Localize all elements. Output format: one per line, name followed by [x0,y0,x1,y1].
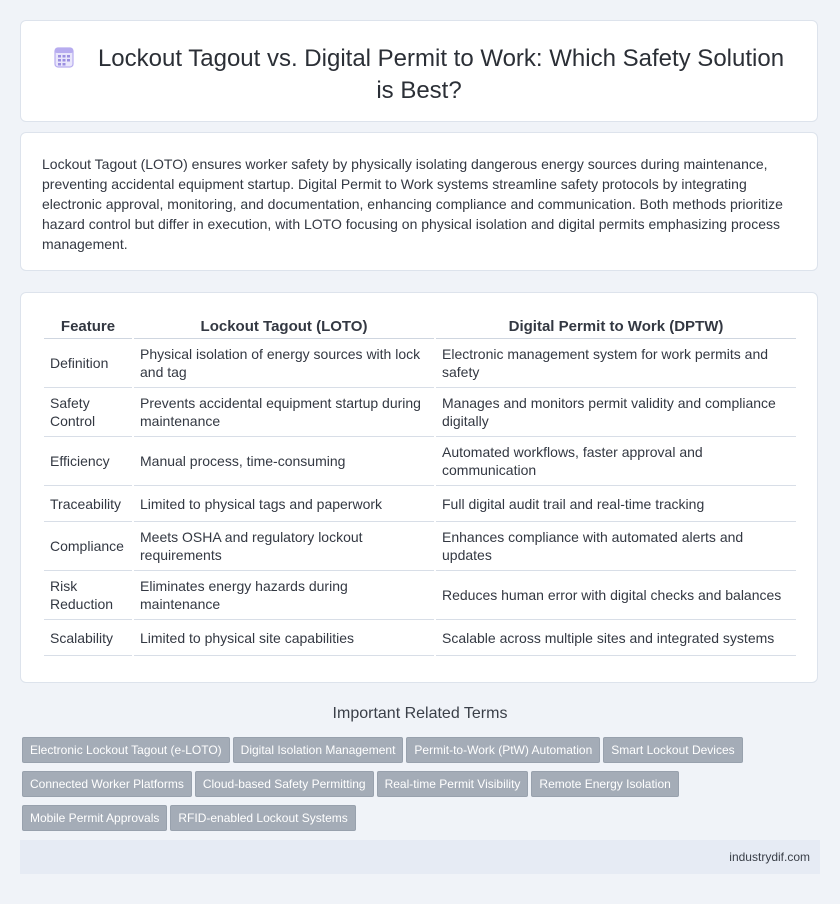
feature-cell: Scalability [44,620,132,656]
table-row [44,486,796,522]
table-row [44,571,796,620]
calendar-grid-icon [54,46,74,68]
term-tag[interactable]: Remote Energy Isolation [531,771,678,797]
dptw-cell: Full digital audit trail and real-time tracking [436,486,796,522]
term-tag[interactable]: Real-time Permit Visibility [377,771,529,797]
column-header-feature: Feature [44,315,132,339]
page-title [54,45,784,104]
column-header-dptw: Digital Permit to Work (DPTW) [436,315,796,339]
feature-cell: Safety Control [44,388,132,437]
table-row [44,388,796,437]
term-tag[interactable]: Cloud-based Safety Permitting [195,771,374,797]
feature-cell: Efficiency [44,437,132,486]
term-tag[interactable]: Connected Worker Platforms [22,771,192,797]
dptw-cell: Scalable across multiple sites and integrated systems [436,620,796,656]
intro-card [20,132,818,271]
footer [20,840,820,874]
table-row [44,437,796,486]
related-terms-heading: Important Related Terms [332,705,508,722]
term-tag[interactable]: Smart Lockout Devices [603,737,742,763]
term-tag[interactable]: Digital Isolation Management [233,737,404,763]
loto-cell: Limited to physical site capabilities [134,620,434,656]
table-row [44,522,796,571]
feature-cell: Traceability [44,486,132,522]
table-header-row [44,315,796,339]
loto-cell: Prevents accidental equipment startup during maintenance [134,388,434,437]
title-card [20,20,818,122]
feature-cell: Risk Reduction [44,571,132,620]
term-tag[interactable]: Electronic Lockout Tagout (e-LOTO) [22,737,230,763]
loto-cell: Meets OSHA and regulatory lockout requirements [134,522,434,571]
footer-site-link[interactable]: industrydif.com [729,850,810,864]
column-header-loto: Lockout Tagout (LOTO) [134,315,434,339]
page-title-text: Lockout Tagout vs. Digital Permit to Work: Which Safety Solution is Best? [97,45,785,104]
loto-cell: Manual process, time-consuming [134,437,434,486]
comparison-card [20,292,818,683]
dptw-cell: Enhances compliance with automated alerts and updates [436,522,796,571]
feature-cell: Compliance [44,522,132,571]
dptw-cell: Electronic management system for work permits and safety [436,339,796,388]
loto-cell: Eliminates energy hazards during maintenance [134,571,434,620]
term-tag[interactable]: RFID-enabled Lockout Systems [170,805,355,831]
feature-cell: Definition [44,339,132,388]
comparison-table [42,315,798,656]
term-tag[interactable]: Mobile Permit Approvals [22,805,167,831]
related-terms-list [22,737,802,839]
dptw-cell: Reduces human error with digital checks and balances [436,571,796,620]
table-row [44,339,796,388]
loto-cell: Limited to physical tags and paperwork [134,486,434,522]
loto-cell: Physical isolation of energy sources with lock and tag [134,339,434,388]
term-tag[interactable]: Permit-to-Work (PtW) Automation [406,737,600,763]
dptw-cell: Manages and monitors permit validity and compliance digitally [436,388,796,437]
intro-paragraph: Lockout Tagout (LOTO) ensures worker safety by physically isolating dangerous energy sources during maintenance, preventing accidental equipment startup. Digital Permit to Work systems streamline safety protocols by integrating electronic approval, monitoring, and documentation, enhancing compliance and communication. Both methods prioritize hazard control but differ in execution, with LOTO focusing on physical isolation and digital permits emphasizing process management. [42,156,783,252]
table-row [44,620,796,656]
dptw-cell: Automated workflows, faster approval and communication [436,437,796,486]
